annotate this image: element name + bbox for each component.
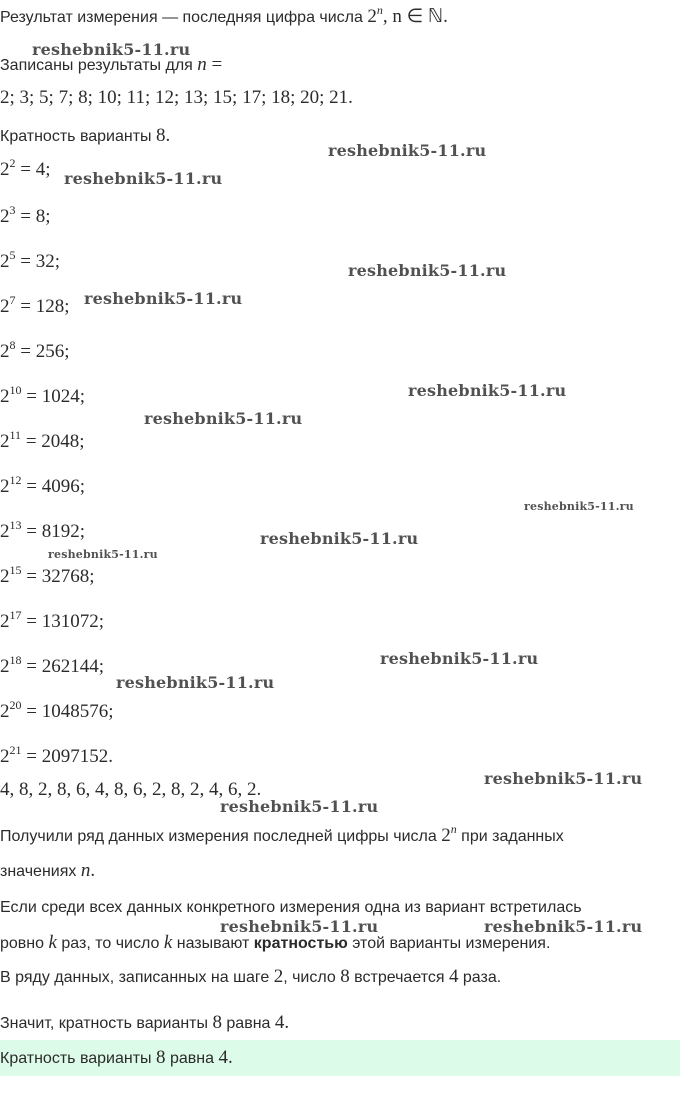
watermark: reshebnik5-11.ru xyxy=(328,141,487,160)
power-value: = 262144; xyxy=(21,656,104,677)
power-value: = 1048576; xyxy=(21,701,114,722)
power-value: = 131072; xyxy=(21,611,104,632)
power-value: = 256; xyxy=(15,341,70,362)
power-value: = 32768; xyxy=(21,566,95,587)
power-value: = 8192; xyxy=(21,521,85,542)
definition-term: кратностью xyxy=(253,935,348,952)
step-line: В ряду данных, записанных на шаге 2, число 8 встречается 4 раза. xyxy=(0,966,502,987)
power-exponent: 17 xyxy=(9,608,22,622)
watermark: reshebnik5-11.ru xyxy=(348,261,507,280)
series-line-1 xyxy=(0,822,564,848)
power-exponent: 8 xyxy=(9,338,16,352)
multiplicity-value: 8. xyxy=(156,125,171,146)
power-line xyxy=(0,205,51,229)
recorded-values: 2; 3; 5; 7; 8; 10; 11; 12; 13; 15; 17; 18; 20; 21. xyxy=(0,87,353,108)
digits-row: 4, 8, 2, 8, 6, 4, 8, 6, 2, 8, 2, 4, 6, 2. xyxy=(0,779,262,800)
power-line xyxy=(0,520,85,544)
series-line2-text: значениях xyxy=(0,863,77,880)
definition-line-2: ровно k раз, то число k называют кратностью этой варианты измерения. xyxy=(0,932,551,953)
series-line-2: значениях n. xyxy=(0,860,96,881)
conclusion-line: Значит, кратность варианты 8 равна 4. xyxy=(0,1012,290,1033)
intro-power: 2$^n$ xyxy=(367,3,383,27)
intro-tail: , n ∈ ℕ. xyxy=(382,6,448,27)
watermark: reshebnik5-11.ru xyxy=(524,500,634,513)
watermark: reshebnik5-11.ru xyxy=(116,673,275,692)
recorded-eq: = xyxy=(211,54,223,75)
power-value: = 1024; xyxy=(21,386,85,407)
power-line xyxy=(0,745,113,769)
power-exponent: 3 xyxy=(9,203,16,217)
power-line xyxy=(0,610,104,634)
watermark: reshebnik5-11.ru xyxy=(84,289,243,308)
power-exponent: 7 xyxy=(9,293,16,307)
power-exponent: 18 xyxy=(9,653,22,667)
power-line xyxy=(0,565,95,589)
power-exponent: 15 xyxy=(9,563,22,577)
watermark: reshebnik5-11.ru xyxy=(32,40,191,59)
watermark: reshebnik5-11.ru xyxy=(260,529,419,548)
power-line xyxy=(0,475,85,499)
power-line xyxy=(0,295,70,319)
series-text: Получили ряд данных измерения последней цифры числа xyxy=(0,828,437,845)
power-base: 2 xyxy=(0,431,10,452)
step-number: 2 xyxy=(273,966,284,987)
power-base: 2 xyxy=(0,476,10,497)
power-exponent: 2 xyxy=(9,156,16,170)
power-line xyxy=(0,250,60,274)
power-line xyxy=(0,385,85,409)
power-base: 2 xyxy=(0,701,10,722)
watermark: reshebnik5-11.ru xyxy=(144,409,303,428)
power-base: 2 xyxy=(0,656,10,677)
watermark: reshebnik5-11.ru xyxy=(380,649,539,668)
watermark: reshebnik5-11.ru xyxy=(484,769,643,788)
watermark: reshebnik5-11.ru xyxy=(408,381,567,400)
power-exponent: 20 xyxy=(9,698,22,712)
answer-text: Кратность варианты 8 равна 4. xyxy=(0,1047,233,1068)
power-value: = 128; xyxy=(15,296,70,317)
power-value: = 2097152. xyxy=(21,746,113,767)
multiplicity-heading xyxy=(0,125,170,148)
power-value: = 32; xyxy=(15,251,60,272)
series-power: 2$^n$ xyxy=(441,822,457,846)
power-line xyxy=(0,700,114,724)
power-base: 2 xyxy=(0,296,10,317)
definition-line-1: Если среди всех данных конкретного измерения одна из вариант встретилась xyxy=(0,899,582,916)
series-text-end: при заданных xyxy=(461,828,564,845)
power-base: 2 xyxy=(0,746,10,767)
power-line xyxy=(0,158,51,182)
power-exponent: 12 xyxy=(9,473,22,487)
intro-text: Результат измерения — последняя цифра числа xyxy=(0,9,363,26)
power-value: = 8; xyxy=(15,206,51,227)
power-base: 2 xyxy=(0,159,10,180)
multiplicity-label: Кратность варианты xyxy=(0,128,152,145)
power-base: 2 xyxy=(0,206,10,227)
watermark: reshebnik5-11.ru xyxy=(64,169,223,188)
power-base: 2 xyxy=(0,251,10,272)
power-line xyxy=(0,655,104,679)
step-count: 4 xyxy=(448,966,459,987)
power-value: = 4096; xyxy=(21,476,85,497)
intro-line xyxy=(0,3,448,29)
power-exponent: 5 xyxy=(9,248,16,262)
power-exponent: 13 xyxy=(9,518,22,532)
series-var: n xyxy=(80,860,91,881)
definition-k: k xyxy=(48,932,57,953)
power-base: 2 xyxy=(0,386,10,407)
watermark: reshebnik5-11.ru xyxy=(220,917,379,936)
power-base: 2 xyxy=(0,566,10,587)
power-base: 2 xyxy=(0,611,10,632)
power-line xyxy=(0,340,70,364)
power-base: 2 xyxy=(0,341,10,362)
power-base: 2 xyxy=(0,521,10,542)
power-line xyxy=(0,430,85,454)
definition-k2: k xyxy=(163,932,173,953)
power-value: = 2048; xyxy=(21,431,85,452)
power-exponent: 10 xyxy=(9,383,22,397)
power-exponent: 21 xyxy=(9,743,22,757)
recorded-var: n xyxy=(197,54,207,75)
watermark: reshebnik5-11.ru xyxy=(484,917,643,936)
recorded-label: Записаны результаты для xyxy=(0,57,193,74)
power-exponent: 11 xyxy=(9,428,22,442)
watermark: reshebnik5-11.ru xyxy=(220,797,379,816)
answer-box xyxy=(0,1040,680,1076)
power-value: = 4; xyxy=(15,159,51,180)
watermark: reshebnik5-11.ru xyxy=(48,548,158,561)
